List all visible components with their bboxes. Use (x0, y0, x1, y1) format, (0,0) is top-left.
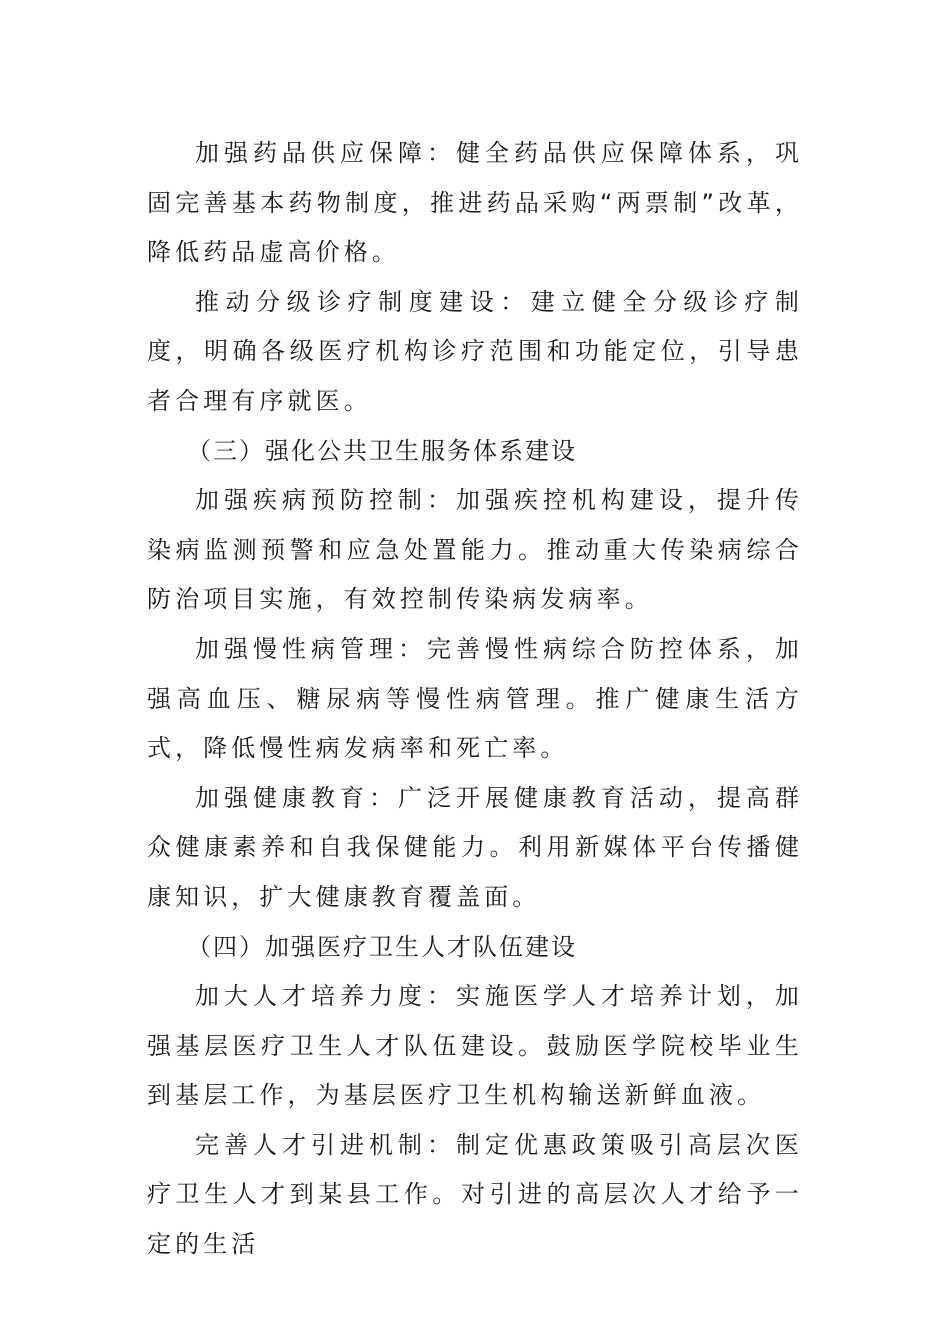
paragraph-tiered-diagnosis: 推动分级诊疗制度建设：建立健全分级诊疗制度，明确各级医疗机构诊疗范围和功能定位，引导患者合理有序就医。 (147, 287, 803, 415)
paragraph-disease-prevention: 加强疾病预防控制：加强疾控机构建设，提升传染病监测预警和应急处置能力。推动重大传染病综合防治项目实施，有效控制传染病发病率。 (147, 486, 803, 614)
section-heading-public-health: （三）强化公共卫生服务体系建设 (187, 436, 577, 465)
paragraph-talent-training: 加大人才培养力度：实施医学人才培养计划，加强基层医疗卫生人才队伍建设。鼓励医学院校毕业生到基层工作，为基层医疗卫生机构输送新鲜血液。 (147, 982, 803, 1110)
paragraph-talent-recruitment: 完善人才引进机制：制定优惠政策吸引高层次医疗卫生人才到某县工作。对引进的高层次人才给予一定的生活 (147, 1130, 803, 1259)
section-heading-talent: （四）加强医疗卫生人才队伍建设 (187, 932, 577, 961)
paragraph-health-education: 加强健康教育：广泛开展健康教育活动，提高群众健康素养和自我保健能力。利用新媒体平台传播健康知识，扩大健康教育覆盖面。 (147, 783, 803, 911)
paragraph-chronic-disease: 加强慢性病管理：完善慢性病综合防控体系，加强高血压、糖尿病等慢性病管理。推广健康生活方式，降低慢性病发病率和死亡率。 (147, 634, 803, 763)
paragraph-drug-supply: 加强药品供应保障：健全药品供应保障体系，巩固完善基本药物制度，推进药品采购“两票制”改革，降低药品虚高价格。 (147, 139, 803, 267)
document-body (147, 129, 803, 1270)
